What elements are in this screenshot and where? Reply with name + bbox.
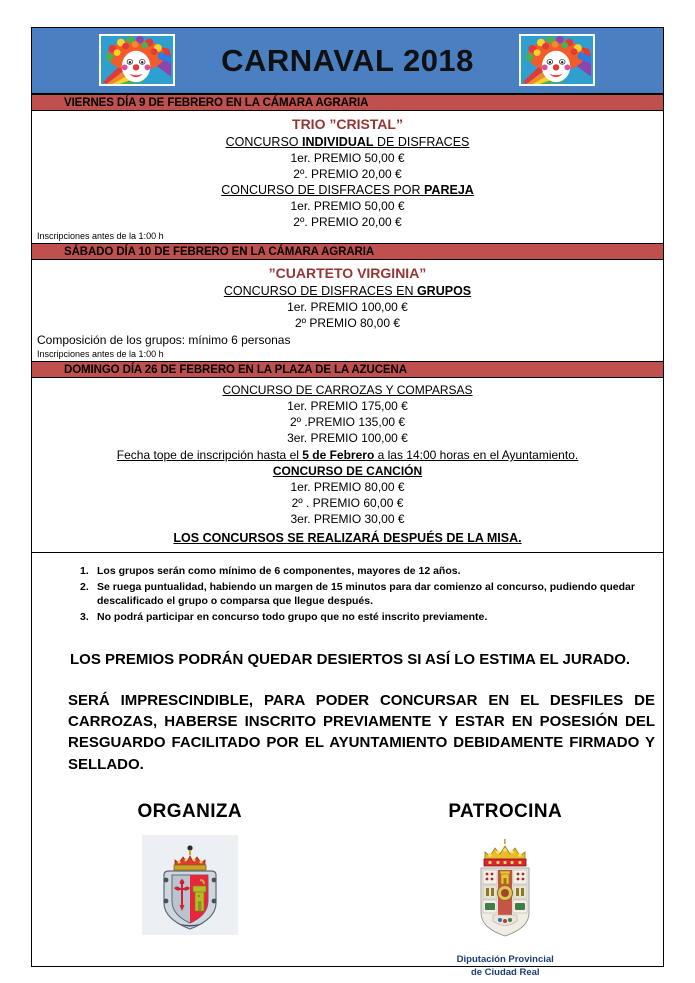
section-divider	[32, 552, 663, 553]
organiza-label: ORGANIZA	[137, 800, 243, 822]
deadline-post: a las 14:00 horas en el Ayuntamiento.	[374, 448, 579, 462]
section-friday-body	[32, 111, 663, 243]
rule-number: 3.	[80, 611, 89, 624]
section-sunday-body	[32, 378, 663, 549]
contest-title-text: CONCURSO DE CARROZAS Y COMPARSAS	[222, 383, 473, 397]
carnival-poster	[31, 27, 664, 978]
rule-number: 1.	[80, 565, 89, 577]
clown-face-icon	[519, 34, 595, 86]
clown-face-icon	[99, 34, 175, 86]
prize-line: 1er. PREMIO 50,00 €	[290, 199, 405, 213]
contest-title-text: CONCURSO DE CANCIÓN	[272, 464, 423, 478]
section-header-saturday	[32, 243, 663, 260]
registration-note: Inscripciones antes de la 1:00 h	[37, 349, 164, 359]
rules-list	[32, 565, 663, 625]
section-header-friday-label: VIERNES DÍA 9 DE FEBRERO EN LA CÁMARA AGRARIA	[64, 96, 369, 109]
contest-title-grupos	[32, 284, 663, 298]
contest-title-pre: CONCURSO DE DISFRACES POR	[221, 183, 425, 197]
list-item	[80, 581, 641, 608]
contest-title-carrozas	[32, 383, 663, 397]
after-mass-text: LOS CONCURSOS SE REALIZARÁ DESPUÉS DE LA MISA.	[173, 531, 522, 545]
poster-header	[32, 28, 663, 94]
contest-title-pre: CONCURSO DE DISFRACES EN	[223, 284, 417, 298]
prize-line: 3er. PREMIO 100,00 €	[287, 431, 408, 445]
organiza-column	[32, 801, 348, 979]
statement-registration-required: SERÁ IMPRESCINDIBLE, PARA PODER CONCURSAR EN EL DESFILES DE CARROZAS, HABERSE INSCRITO PREVIAMENTE Y ESTAR EN POSESIÓN DEL RESGUARDO FACILITADO POR EL AYUNTAMIENTO DEBIDAMENTE FIRMADO Y SELLADO.	[68, 691, 655, 773]
section-header-friday	[32, 94, 663, 111]
contest-title-cancion	[32, 464, 663, 478]
rule-number: 2.	[80, 581, 89, 594]
band-name-saturday: ”CUARTETO VIRGINIA”	[268, 265, 427, 281]
patrocina-label: PATROCINA	[448, 800, 563, 822]
patrocina-caption-line1: Diputación Provincial	[456, 953, 554, 965]
rule-text: Se ruega puntualidad, habiendo un margen de 15 minutos para dar comienzo al concurso, pudiendo quedar descalificado el grupo o comparsa que llegue después.	[97, 581, 635, 607]
rule-text: Los grupos serán como mínimo de 6 componentes, mayores de 12 años.	[97, 565, 461, 577]
contest-title-individual	[32, 135, 663, 149]
prize-line: 2º PREMIO 80,00 €	[294, 316, 401, 330]
prize-line: 1er. PREMIO 175,00 €	[287, 399, 408, 413]
rule-text: No podrá participar en concurso todo grupo que no esté inscrito previamente.	[97, 611, 488, 624]
group-composition-note: Composición de los grupos: mínimo 6 personas	[37, 333, 291, 347]
contest-title-pre: CONCURSO	[225, 135, 302, 149]
after-mass-notice	[32, 531, 663, 545]
contest-title-emphasis: INDIVIDUAL	[302, 135, 374, 149]
patrocina-caption-line2: de Ciudad Real	[470, 966, 540, 978]
section-header-sunday	[32, 361, 663, 378]
deadline-pre: Fecha tope de inscripción hasta el	[116, 448, 303, 462]
prize-line: 2º . PREMIO 60,00 €	[291, 496, 404, 510]
diputacion-coat-of-arms-icon	[457, 835, 553, 953]
footer-logos	[32, 801, 663, 979]
prize-line: 2º. PREMIO 20,00 €	[293, 167, 402, 181]
list-item	[80, 565, 641, 578]
contest-title-post: DE DISFRACES	[373, 135, 470, 149]
statement-prizes-may-be-void: LOS PREMIOS PODRÁN QUEDAR DESIERTOS SI ASÍ LO ESTIMA EL JURADO.	[70, 650, 631, 668]
prize-line: 1er. PREMIO 50,00 €	[290, 151, 405, 165]
contest-title-emphasis: GRUPOS	[416, 284, 472, 298]
section-header-sunday-label: DOMINGO DÍA 26 DE FEBRERO EN LA PLAZA DE LA AZUCENA	[64, 363, 407, 376]
prize-line: 2º .PREMIO 135,00 €	[289, 415, 406, 429]
list-item	[80, 611, 641, 624]
band-name-friday: TRIO ”CRISTAL”	[292, 116, 403, 132]
patrocina-logo-wrap	[348, 835, 664, 953]
contest-title-emphasis: PAREJA	[424, 183, 474, 197]
section-header-saturday-label: SÁBADO DÍA 10 DE FEBRERO EN LA CÁMARA AGRARIA	[64, 245, 375, 258]
contest-title-pareja	[32, 183, 663, 197]
registration-note: Inscripciones antes de la 1:00 h	[37, 231, 164, 241]
municipal-coat-of-arms-icon	[142, 835, 238, 935]
patrocina-column	[348, 801, 664, 979]
deadline-date: 5 de Febrero	[302, 448, 375, 462]
prize-line: 3er. PREMIO 30,00 €	[290, 512, 405, 526]
prize-line: 1er. PREMIO 80,00 €	[290, 480, 405, 494]
page-title: CARNAVAL 2018	[221, 42, 474, 78]
section-saturday-body	[32, 260, 663, 361]
prize-line: 2º. PREMIO 20,00 €	[293, 215, 402, 229]
prize-line: 1er. PREMIO 100,00 €	[287, 300, 408, 314]
registration-deadline	[32, 448, 663, 462]
organiza-logo-wrap	[32, 835, 348, 935]
